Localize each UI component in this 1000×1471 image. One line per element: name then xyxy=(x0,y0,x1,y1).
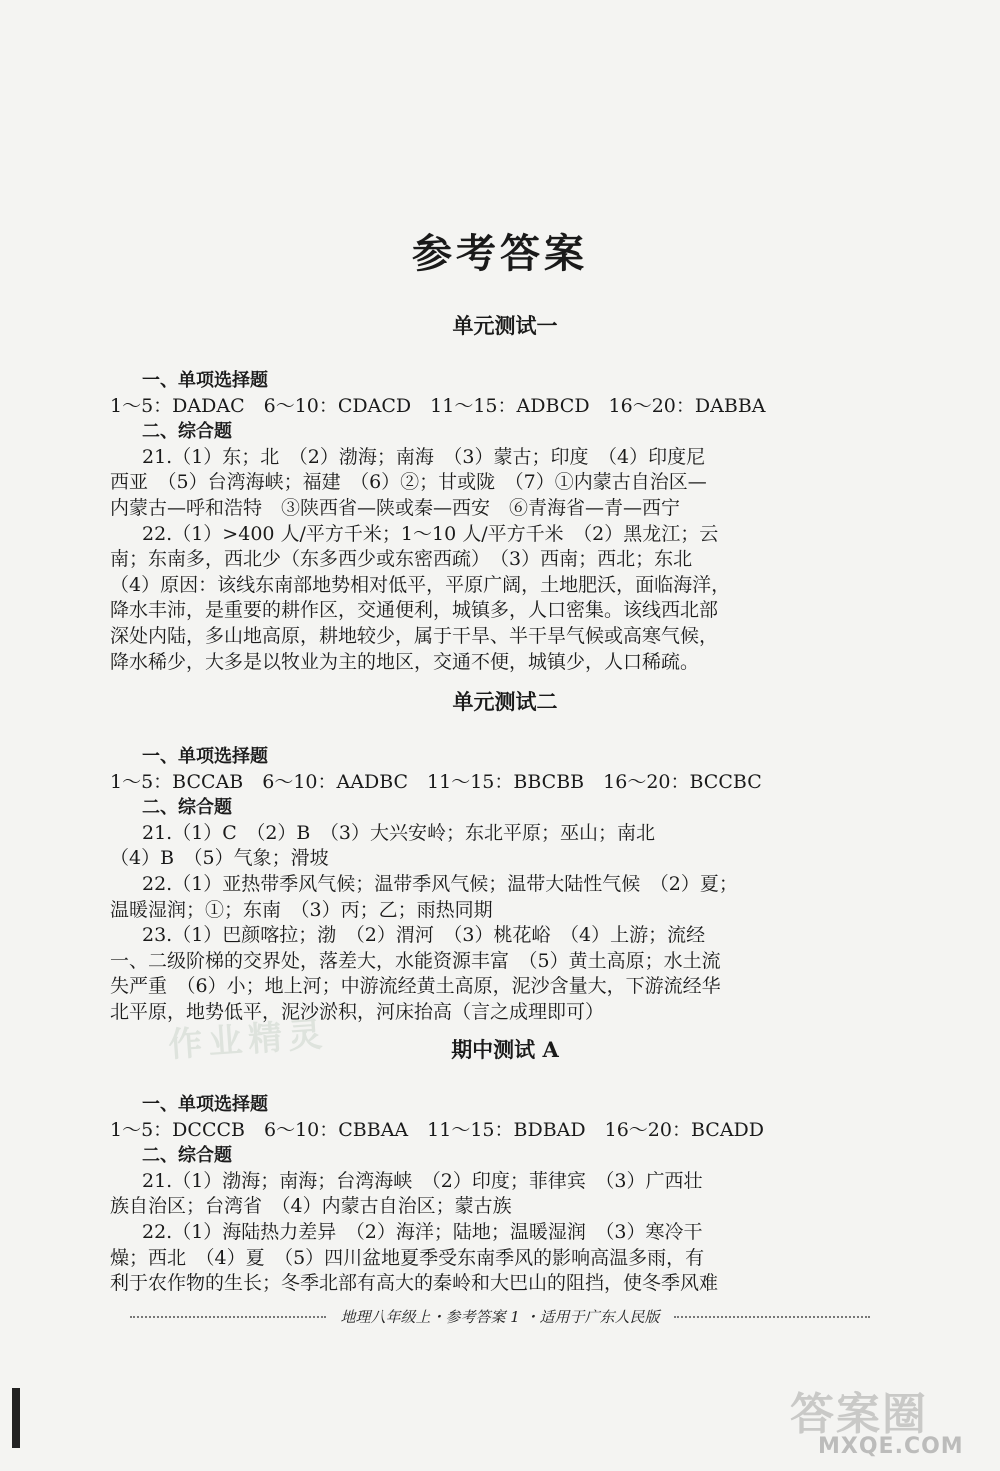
subsection-heading: 二、综合题 xyxy=(142,421,232,443)
binding-edge-mark xyxy=(12,1388,20,1448)
section-midterm-a xyxy=(110,1034,900,1297)
subsection-heading: 二、综合题 xyxy=(142,797,232,819)
answer-lines xyxy=(110,744,900,1026)
footer-dotted-rule-right xyxy=(674,1316,870,1318)
answer-line: 21.（1）东；北 （2）渤海；南海 （3）蒙古；印度 （4）印度尼 xyxy=(142,445,706,468)
footer-dotted-rule-left xyxy=(130,1316,326,1318)
subsection-heading: 一、单项选择题 xyxy=(142,370,268,391)
page-title: 参考答案 xyxy=(412,231,588,277)
page-footer xyxy=(130,1306,870,1327)
answer-line: 利于农作物的生长；冬季北部有高大的秦岭和大巴山的阻挡，使冬季风难 xyxy=(110,1272,719,1295)
subsection-heading: 一、单项选择题 xyxy=(142,746,268,767)
answer-line: 族自治区；台湾省 （4）内蒙古自治区；蒙古族 xyxy=(110,1195,512,1218)
answer-line: 21.（1）渤海；南海；台湾海峡 （2）印度；菲律宾 （3）广西壮 xyxy=(142,1169,703,1192)
answer-line: 23.（1）巴颜喀拉；渤 （2）渭河 （3）桃花峪 （4）上游；流经 xyxy=(142,924,706,947)
answer-line: （4）原因：该线东南部地势相对低平，平原广阔，土地肥沃，面临海洋， xyxy=(110,573,731,596)
section-unit-test-2 xyxy=(110,686,900,1026)
answer-line: 1～5：DCCCB 6～10：CBBAA 11～15：BDBAD 16～20：BCADD xyxy=(110,1118,765,1141)
answer-line: 深处内陆，多山地高原，耕地较少，属于干旱、半干旱气候或高寒气候， xyxy=(110,624,719,647)
watermark-middle: 作业精灵 xyxy=(167,1014,330,1066)
answer-line: 1～5：BCCAB 6～10：AADBC 11～15：BBCBB 16～20：BCCBC xyxy=(110,770,762,793)
answer-line: 降水丰沛，是重要的耕作区，交通便利，城镇多，人口密集。该线西北部 xyxy=(110,599,719,622)
answer-line: 南；东南多，西北少（东多西少或东密西疏） （3）西南；西北；东北 xyxy=(110,548,693,571)
answer-line: 21.（1）C （2）B （3）大兴安岭；东北平原；巫山；南北 xyxy=(142,821,655,844)
subsection-heading: 二、综合题 xyxy=(142,1145,232,1167)
answer-line: 降水稀少，大多是以牧业为主的地区，交通不便，城镇少，人口稀疏。 xyxy=(110,650,700,673)
footer-text: 地理八年级上・参考答案 1 ・适用于广东人民版 xyxy=(340,1308,660,1326)
answer-line: 北平原，地势低平，泥沙淤积，河床抬高（言之成理即可） xyxy=(110,1000,605,1023)
section-unit-test-1 xyxy=(110,310,900,675)
answer-line: 失严重 （6）小；地上河；中游流经黄土高原，泥沙含量大，下游流经华 xyxy=(110,975,721,998)
answer-lines xyxy=(110,368,900,675)
answer-line: 燥；西北 （4）夏 （5）四川盆地夏季受东南季风的影响高温多雨，有 xyxy=(110,1246,705,1269)
answer-line: 内蒙古—呼和浩特 ③陕西省—陕或秦—西安 ⑥青海省—青—西宁 xyxy=(110,496,681,519)
watermark-logo-title: 答案圈 xyxy=(790,1389,928,1440)
answer-line: 西亚 （5）台湾海峡；福建 （6）②；甘或陇 （7）①内蒙古自治区— xyxy=(110,471,707,494)
subsection-heading: 一、单项选择题 xyxy=(142,1094,268,1115)
watermark-logo xyxy=(790,1378,990,1468)
answer-line: 22.（1）>400 人/平方千米；1～10 人/平方千米 （2）黑龙江；云 xyxy=(142,522,719,545)
watermark-logo-url: MXQE.COM xyxy=(818,1434,964,1459)
answer-line: 温暖湿润；①；东南 （3）丙；乙；雨热同期 xyxy=(110,898,493,921)
answer-line: （4）B （5）气象；滑坡 xyxy=(110,847,329,870)
section-heading: 单元测试一 xyxy=(452,313,558,338)
answer-line: 一、二级阶梯的交界处，落差大，水能资源丰富 （5）黄土高原；水土流 xyxy=(110,949,721,972)
section-heading: 期中测试 A xyxy=(451,1037,559,1062)
answer-line: 22.（1）海陆热力差异 （2）海洋；陆地；温暖湿润 （3）寒冷干 xyxy=(142,1220,703,1243)
answer-lines xyxy=(110,1092,900,1297)
section-heading: 单元测试二 xyxy=(452,689,558,714)
answer-line: 1～5：DADAC 6～10：CDACD 11～15：ADBCD 16～20：DABBA xyxy=(110,394,766,417)
answer-line: 22.（1）亚热带季风气候；温带季风气候；温带大陆性气候 （2）夏； xyxy=(142,872,738,895)
